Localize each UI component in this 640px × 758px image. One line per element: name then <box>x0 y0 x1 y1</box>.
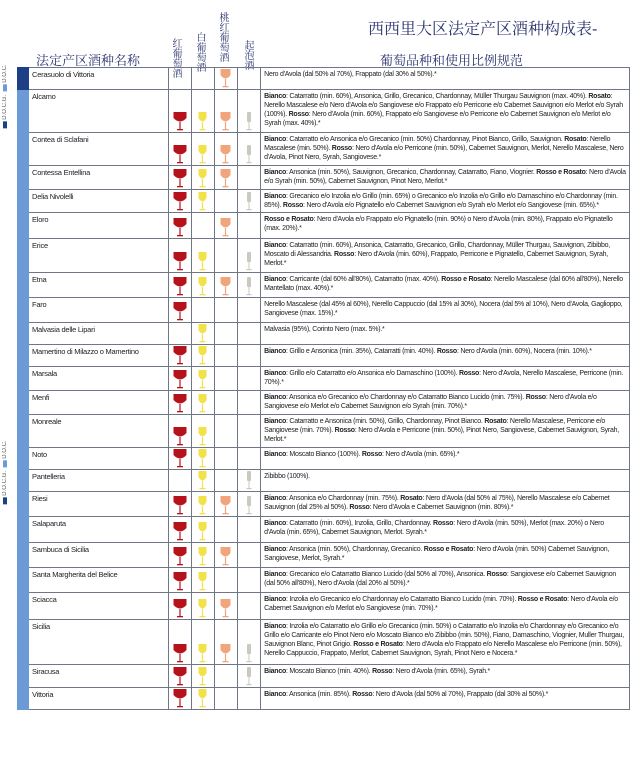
rose-cell <box>214 298 237 323</box>
sparkling-cell <box>238 323 261 345</box>
rose-cell <box>214 665 237 688</box>
white-cell <box>191 568 214 593</box>
table-row <box>18 448 630 470</box>
page-title: 西西里大区法定产区酒种构成表- <box>368 19 598 38</box>
red-cell <box>168 448 191 470</box>
white-cell <box>191 273 214 298</box>
red-cell <box>168 323 191 345</box>
rose-cell <box>214 273 237 298</box>
white-cell <box>191 391 214 415</box>
rose-cell <box>214 415 237 448</box>
appellation-name: Menfi <box>29 391 169 415</box>
white-wine-glass-icon <box>192 168 214 188</box>
rose-wine-glass-icon <box>215 546 237 566</box>
appellation-name: Cerasuolo di Vittoria <box>29 68 169 90</box>
sparkling-wine-glass-icon <box>238 144 260 164</box>
header-rules: 葡萄品种和使用比例规范 <box>380 54 524 69</box>
red-wine-glass-icon <box>169 217 191 237</box>
appellation-name: Contessa Entellina <box>29 166 169 190</box>
sparkling-cell <box>238 273 261 298</box>
rose-cell <box>214 90 237 133</box>
appellation-name: Noto <box>29 448 169 470</box>
table-row <box>18 620 630 665</box>
sparkling-wine-glass-icon <box>238 276 260 296</box>
classification-stripe <box>18 470 29 492</box>
classification-stripe <box>18 213 29 239</box>
rose-cell <box>214 517 237 543</box>
rose-cell <box>214 133 237 166</box>
white-wine-glass-icon <box>192 666 214 686</box>
red-cell <box>168 492 191 517</box>
appellation-name: Mamertino di Milazzo o Mamertino <box>29 345 169 367</box>
table-row <box>18 568 630 593</box>
table-row <box>18 68 630 90</box>
red-cell <box>168 517 191 543</box>
red-cell <box>168 190 191 213</box>
sparkling-cell <box>238 688 261 710</box>
red-wine-glass-icon <box>169 251 191 271</box>
red-wine-glass-icon <box>169 571 191 591</box>
appellation-name: Etna <box>29 273 169 298</box>
rose-wine-glass-icon <box>215 217 237 237</box>
sparkling-cell <box>238 345 261 367</box>
rose-cell <box>214 391 237 415</box>
red-wine-glass-icon <box>169 393 191 413</box>
appellation-name: Sambuca di Sicilia <box>29 543 169 568</box>
rose-wine-glass-icon <box>215 144 237 164</box>
rose-cell <box>214 620 237 665</box>
white-wine-glass-icon <box>192 495 214 515</box>
white-cell <box>191 239 214 273</box>
grape-rules: Bianco: Grillo e Ansonica (min. 35%), Catarratti (min. 40%). Rosso: Nero d'Avola (min. 60%), Nocera (min. 10%).* <box>261 345 630 367</box>
table-row <box>18 298 630 323</box>
rose-wine-glass-icon <box>215 598 237 618</box>
red-wine-glass-icon <box>169 598 191 618</box>
white-wine-glass-icon <box>192 688 214 708</box>
classification-stripe <box>18 391 29 415</box>
white-cell <box>191 492 214 517</box>
white-cell <box>191 323 214 345</box>
white-wine-glass-icon <box>192 521 214 541</box>
grape-rules: Bianco: Moscato Bianco (100%). Rosso: Nero d'Avola (min. 65%).* <box>261 448 630 470</box>
white-cell <box>191 298 214 323</box>
legend-top: D.O.C.G. D.O.C. <box>2 64 8 128</box>
red-wine-glass-icon <box>169 688 191 708</box>
appellation-name: Faro <box>29 298 169 323</box>
classification-stripe <box>18 133 29 166</box>
white-cell <box>191 470 214 492</box>
table-row <box>18 90 630 133</box>
white-cell <box>191 213 214 239</box>
sparkling-cell <box>238 68 261 90</box>
sparkling-wine-glass-icon <box>238 191 260 211</box>
grape-rules: Bianco: Catarratto (min. 60%), Inzolia, Grillo, Chardonnay. Rosso: Nero d'Avola (min. 50%), Merlot (max. 20%) o Nero d'Avola (min. 65%), Cabernet Sauvignon, Merlot. Syrah.* <box>261 517 630 543</box>
grape-rules: Zibibbo (100%). <box>261 470 630 492</box>
red-cell <box>168 166 191 190</box>
sparkling-wine-glass-icon <box>238 111 260 131</box>
red-wine-glass-icon <box>169 191 191 211</box>
white-wine-glass-icon <box>192 191 214 211</box>
grape-rules: Bianco: Moscato Bianco (min. 40%). Rosso: Nero d'Avola (min. 65%), Syrah.* <box>261 665 630 688</box>
grape-rules: Bianco: Grecanico e/o Catarratto Bianco Lucido (dal 50% al 70%), Ansonica. Rosso: Sangiovese e/o Cabernet Sauvignon (dal 50% all'80%), Nero d'Avola (dal 20% al 50%).* <box>261 568 630 593</box>
grape-rules: Bianco: Ansonica e/o Grecanico e/o Chardonnay e/o Catarratto Bianco Lucido (min. 75%). Rosso: Nero d'Avola e/o Sangiovese e/o Merlot e/o Cabernet Sauvignon e/o Syrah (min. 70%).* <box>261 391 630 415</box>
sparkling-cell <box>238 298 261 323</box>
red-wine-glass-icon <box>169 144 191 164</box>
table-row <box>18 133 630 166</box>
appellation-name: Alcamo <box>29 90 169 133</box>
appellation-name: Sciacca <box>29 593 169 620</box>
table-row <box>18 688 630 710</box>
sparkling-cell <box>238 517 261 543</box>
grape-rules: Nero d'Avola (dal 50% al 70%), Frappato (dal 30% al 50%).* <box>261 68 630 90</box>
table-row <box>18 213 630 239</box>
red-wine-glass-icon <box>169 345 191 365</box>
sparkling-wine-glass-icon <box>238 666 260 686</box>
table-row <box>18 166 630 190</box>
table-row <box>18 391 630 415</box>
classification-stripe <box>18 665 29 688</box>
rose-cell <box>214 543 237 568</box>
sparkling-cell <box>238 415 261 448</box>
rose-cell <box>214 345 237 367</box>
grape-rules: Bianco: Catarratto (min. 60%), Ansonica, Grillo, Grecanico, Chardonnay, Müller Thurgau Sauvignon (max. 40%). Rosato: Nerello Mascalese e/o Nero d'Avola e/o Sangiovese e/o Frappato e/o Perricone e/o Cabernet Sauvignon e/o Merlot e/o Syrah (100%). Rosso: Nero d'Avola (min. 60%), Frappato e/o Sangiovese e/o Perricone e/o Cabernet Sauvignon e/o Merlot e/o Syrah (max. 40%).* <box>261 90 630 133</box>
rose-cell <box>214 448 237 470</box>
rose-cell <box>214 213 237 239</box>
grape-rules: Bianco: Inzolia e/o Grecanico e/o Chardonnay e/o Catarratto Bianco Lucido (min. 70%). Rosso e Rosato: Nero d'Avola e/o Cabernet Sauvignon e/o Merlot e/o Sangiovese (min. 70%).* <box>261 593 630 620</box>
grape-rules: Bianco: Ansonica (min. 50%), Chardonnay, Grecanico. Rosso e Rosato: Nero d'Avola (min. 50%) Cabernet Sauvignon, Sangiovese, Merlot, Syrah.* <box>261 543 630 568</box>
appellation-name: Malvasia delle Lipari <box>29 323 169 345</box>
white-wine-glass-icon <box>192 323 214 343</box>
sparkling-cell <box>238 90 261 133</box>
classification-stripe <box>18 593 29 620</box>
rose-cell <box>214 68 237 90</box>
header-white: 白葡萄酒 <box>196 33 207 74</box>
grape-rules: Rosso e Rosato: Nero d'Avola e/o Frappato e/o Pignatello (min. 90%) o Nero d'Avola (min. 80%), Frappato e/o Pignatello (max. 20%).* <box>261 213 630 239</box>
grape-rules: Nerello Mascalese (dal 45% al 60%), Nerello Cappuccio (dal 15% al 30%), Nocera (dal 5% al 10%), Nero d'Avola, Gaglioppo, Sangiovese (max. 15%).* <box>261 298 630 323</box>
table-row <box>18 367 630 391</box>
classification-stripe <box>18 688 29 710</box>
sparkling-cell <box>238 470 261 492</box>
table-row <box>18 665 630 688</box>
rose-cell <box>214 568 237 593</box>
table-row <box>18 415 630 448</box>
white-cell <box>191 620 214 665</box>
rose-cell <box>214 239 237 273</box>
white-cell <box>191 68 214 90</box>
grape-rules: Bianco: Catarratto (min. 60%), Ansonica, Catarratto, Grecanico, Grillo, Chardonnay, Müller Thurgau, Sauvignon, Zibibbo, Moscato di Alessandria. Rosso: Nero d'Avola (min. 60%), Frappato, Perricone e Pignatello, Cabernet Sauvignon, Syrah, Merlot.* <box>261 239 630 273</box>
sparkling-cell <box>238 665 261 688</box>
sparkling-cell <box>238 213 261 239</box>
red-cell <box>168 543 191 568</box>
table-row <box>18 593 630 620</box>
classification-stripe <box>18 415 29 448</box>
red-cell <box>168 239 191 273</box>
white-cell <box>191 665 214 688</box>
white-wine-glass-icon <box>192 546 214 566</box>
red-cell <box>168 415 191 448</box>
classification-stripe <box>18 448 29 470</box>
grape-rules: Bianco: Grecanico e/o Inzolia e/o Grillo (min. 65%) o Grecanico e/o Inzolia e/o Grillo e/o Damaschino e/o Chardonnay (min. 85%). Rosso: Nero d'Avola e/o Pignatello e/o Cabernet Sauvignon e/o Syrah e/o Merlot e/o Sangiovese (min. 65%).* <box>261 190 630 213</box>
red-wine-glass-icon <box>169 448 191 468</box>
white-wine-glass-icon <box>192 448 214 468</box>
sparkling-wine-glass-icon <box>238 643 260 663</box>
appellation-name: Santa Margherita del Belice <box>29 568 169 593</box>
classification-stripe <box>18 492 29 517</box>
red-cell <box>168 133 191 166</box>
header-rose: 桃红葡萄酒 <box>219 13 230 64</box>
classification-stripe <box>18 323 29 345</box>
white-wine-glass-icon <box>192 144 214 164</box>
rose-cell <box>214 470 237 492</box>
sparkling-cell <box>238 568 261 593</box>
rose-wine-glass-icon <box>215 276 237 296</box>
white-wine-glass-icon <box>192 571 214 591</box>
grape-rules: Bianco: Inzolia e/o Catarratto e/o Grillo e/o Grecanico (min. 50%) o Catarratto e/o Inzolia e/o Chardonnay e/o Grecanico e/o Grillo e/o Carricante e/o Pinot Nero e/o Moscato Bianco e/o Zibibbo (min. 50%), Fiano, Damaschino, Viognier, Muller Thurgau, Sauvignon Blanc, Pinot Grigio. Rosso e Rosato: Nero d'Avola e/o Frappato e/o Nerello Mascalese e/o Perricone (min. 50%), Nerello Cappuccio, Frappato, Merlot, Cabernet Sauvignon, Syrah, Pinot Nero e Nocera.* <box>261 620 630 665</box>
white-cell <box>191 543 214 568</box>
table-row <box>18 470 630 492</box>
red-cell <box>168 593 191 620</box>
red-cell <box>168 568 191 593</box>
grape-rules: Malvasia (95%), Corinto Nero (max. 5%).* <box>261 323 630 345</box>
appellation-name: Siracusa <box>29 665 169 688</box>
grape-rules: Bianco: Ansonica (min. 50%), Sauvignon, Grecanico, Chardonnay, Catarratto, Fiano, Viognier. Rosso e Rosato: Nero d'Avola e/o Syrah (min. 50%), Cabernet Sauvignon, Pinot Nero, Merlot.* <box>261 166 630 190</box>
red-cell <box>168 470 191 492</box>
white-cell <box>191 688 214 710</box>
classification-stripe <box>18 90 29 133</box>
white-wine-glass-icon <box>192 369 214 389</box>
sparkling-cell <box>238 166 261 190</box>
sparkling-cell <box>238 492 261 517</box>
appellation-name: Contea di Sclafani <box>29 133 169 166</box>
white-wine-glass-icon <box>192 251 214 271</box>
rose-cell <box>214 190 237 213</box>
classification-stripe <box>18 517 29 543</box>
white-wine-glass-icon <box>192 426 214 446</box>
classification-stripe <box>18 620 29 665</box>
grape-rules: Bianco: Grillo e/o Catarratto e/o Ansonica e/o Damaschino (100%). Rosso: Nero d'Avola, Nerello Mascalese, Perricone (min. 70%).* <box>261 367 630 391</box>
red-cell <box>168 213 191 239</box>
red-cell <box>168 367 191 391</box>
classification-stripe <box>18 239 29 273</box>
grape-rules: Bianco: Ansonica e/o Chardonnay (min. 75%). Rosato: Nero d'Avola (dal 50% al 75%), Nerello Mascalese e/o Cabernet Sauvignon (dal 25% al 50%). Rosso: Nero d'Avola e Cabernet Sauvignon (min. 80%).* <box>261 492 630 517</box>
grape-rules: Bianco: Ansonica (min. 85%). Rosso: Nero d'Avola (dal 50% al 70%), Frappato (dal 30% al 50%).* <box>261 688 630 710</box>
red-cell <box>168 273 191 298</box>
header-name: 法定产区酒种名称 <box>36 54 141 69</box>
white-wine-glass-icon <box>192 111 214 131</box>
sparkling-cell <box>238 133 261 166</box>
rose-wine-glass-icon <box>215 68 237 88</box>
classification-stripe <box>18 543 29 568</box>
rose-cell <box>214 688 237 710</box>
wine-table <box>17 67 630 710</box>
classification-stripe <box>18 367 29 391</box>
sparkling-cell <box>238 190 261 213</box>
white-cell <box>191 448 214 470</box>
rose-cell <box>214 166 237 190</box>
classification-stripe <box>18 190 29 213</box>
classification-stripe <box>18 568 29 593</box>
sparkling-cell <box>238 367 261 391</box>
table-row <box>18 323 630 345</box>
table-row <box>18 517 630 543</box>
sparkling-cell <box>238 620 261 665</box>
appellation-name: Pantelleria <box>29 470 169 492</box>
white-wine-glass-icon <box>192 276 214 296</box>
classification-stripe <box>18 298 29 323</box>
white-cell <box>191 133 214 166</box>
sparkling-cell <box>238 543 261 568</box>
grape-rules: Bianco: Catarratto e Ansonica (min. 50%), Grillo, Chardonnay, Pinot Bianco. Rosato: Nerello Mascalese, Perricone e/o Sangiovese (min. 70%). Rosso: Nero d'Avola e Perricone (min. 50%), Pinot Nero, Sangiovese, Cabernet Sauvignon, Syrah, Merlot.* <box>261 415 630 448</box>
white-cell <box>191 90 214 133</box>
red-cell <box>168 68 191 90</box>
red-cell <box>168 620 191 665</box>
rose-cell <box>214 367 237 391</box>
appellation-name: Marsala <box>29 367 169 391</box>
white-cell <box>191 166 214 190</box>
rose-wine-glass-icon <box>215 168 237 188</box>
sparkling-cell <box>238 239 261 273</box>
red-wine-glass-icon <box>169 643 191 663</box>
white-cell <box>191 367 214 391</box>
white-cell <box>191 593 214 620</box>
sparkling-cell <box>238 448 261 470</box>
appellation-name: Vittoria <box>29 688 169 710</box>
appellation-name: Erice <box>29 239 169 273</box>
red-wine-glass-icon <box>169 521 191 541</box>
red-wine-glass-icon <box>169 301 191 321</box>
appellation-name: Sicilia <box>29 620 169 665</box>
appellation-name: Monreale <box>29 415 169 448</box>
white-cell <box>191 415 214 448</box>
rose-cell <box>214 323 237 345</box>
table-row <box>18 190 630 213</box>
red-wine-glass-icon <box>169 168 191 188</box>
red-wine-glass-icon <box>169 276 191 296</box>
appellation-name: Delia Nivolelli <box>29 190 169 213</box>
sparkling-wine-glass-icon <box>238 251 260 271</box>
white-wine-glass-icon <box>192 470 214 490</box>
grape-rules: Bianco: Catarratto e/o Ansonica e/o Grecanico (min. 50%) Chardonnay, Pinot Bianco, Grillo, Sauvignon. Rosato: Nerello Mascalese (min. 50%). Rosso: Nero d'Avola e/o Perricone (min. 50%), Cabernet Sauvignon, Merlot, Nerello Mascalese, Nero d'Avola, Pinot Nero, Syrah, Sangiovese.* <box>261 133 630 166</box>
white-wine-glass-icon <box>192 345 214 365</box>
grape-rules: Bianco: Carricante (dal 60% all'80%), Catarratto (max. 40%). Rosso e Rosato: Nerello Mascalese (dal 60% all'80%), Nerello Mantellato (max. 40%).* <box>261 273 630 298</box>
appellation-name: Salaparuta <box>29 517 169 543</box>
sparkling-cell <box>238 593 261 620</box>
appellation-name: Riesi <box>29 492 169 517</box>
red-cell <box>168 688 191 710</box>
red-cell <box>168 345 191 367</box>
red-wine-glass-icon <box>169 495 191 515</box>
rose-cell <box>214 593 237 620</box>
red-wine-glass-icon <box>169 546 191 566</box>
classification-stripe <box>18 68 29 90</box>
white-wine-glass-icon <box>192 598 214 618</box>
table-row <box>18 345 630 367</box>
classification-stripe <box>18 273 29 298</box>
appellation-name: Eloro <box>29 213 169 239</box>
classification-stripe <box>18 345 29 367</box>
red-wine-glass-icon <box>169 111 191 131</box>
table-row <box>18 492 630 517</box>
header-red: 红葡萄酒 <box>172 39 183 80</box>
red-wine-glass-icon <box>169 426 191 446</box>
table-row <box>18 239 630 273</box>
red-cell <box>168 90 191 133</box>
white-cell <box>191 517 214 543</box>
white-cell <box>191 190 214 213</box>
rose-wine-glass-icon <box>215 643 237 663</box>
rose-wine-glass-icon <box>215 111 237 131</box>
table-row <box>18 273 630 298</box>
white-cell <box>191 345 214 367</box>
rose-cell <box>214 492 237 517</box>
rose-wine-glass-icon <box>215 495 237 515</box>
red-wine-glass-icon <box>169 369 191 389</box>
classification-stripe <box>18 166 29 190</box>
red-cell <box>168 665 191 688</box>
table-row <box>18 543 630 568</box>
legend-bottom: D.O.C.G. D.O.C. <box>2 440 8 504</box>
red-cell <box>168 391 191 415</box>
sparkling-cell <box>238 391 261 415</box>
red-cell <box>168 298 191 323</box>
red-wine-glass-icon <box>169 666 191 686</box>
header-sparkling: 起泡酒 <box>244 41 255 72</box>
sparkling-wine-glass-icon <box>238 495 260 515</box>
white-wine-glass-icon <box>192 643 214 663</box>
sparkling-wine-glass-icon <box>238 470 260 490</box>
white-wine-glass-icon <box>192 393 214 413</box>
